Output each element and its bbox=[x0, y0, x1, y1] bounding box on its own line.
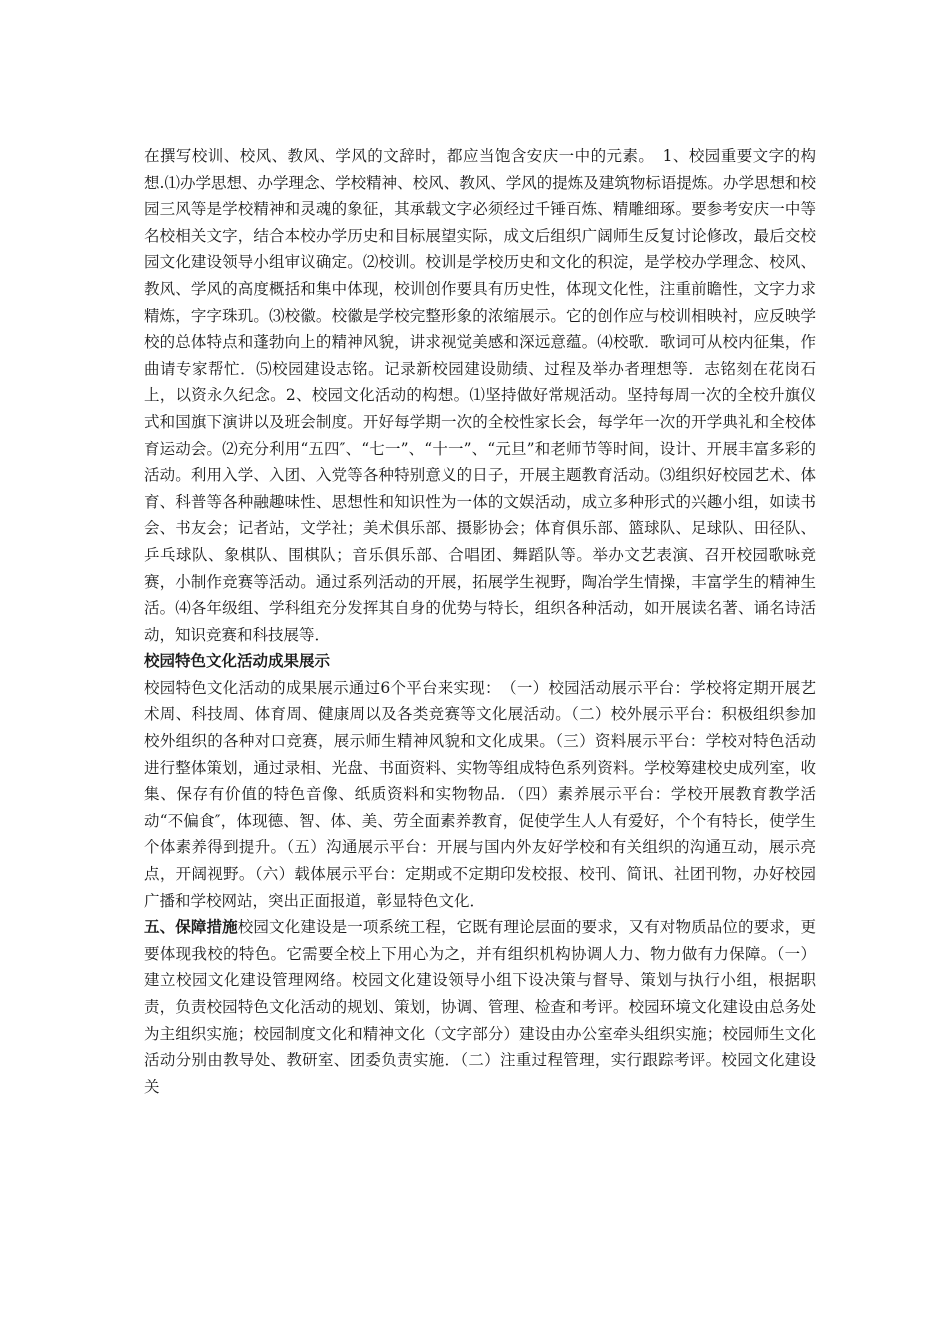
paragraph-safeguards bbox=[144, 914, 816, 1100]
paragraph-school-culture-texts: 在撰写校训、校风、教风、学风的文辞时，都应当饱含安庆一中的元素。 1、校园重要文字的构想.⑴办学思想、办学理念、学校精神、校风、教风、学风的提炼及建筑物标语提炼。办学思想和校园三风等是学校精神和灵魂的象征，其承载文字必须经过千锤百炼、精雕细琢。要参考安庆一中等名校相关文字，结合本校办学历史和目标展望实际，成文后组织广阔师生反复讨论修改，最后交校园文化建设领导小组审议确定。⑵校训。校训是学校历史和文化的积淀，是学校办学理念、校风、教风、学风的高度概括和集中体现，校训创作要具有历史性，体现文化性，注重前瞻性，文字力求精炼，字字珠玑。⑶校徽。校徽是学校完整形象的浓缩展示。它的创作应与校训相映衬，应反映学校的总体特点和蓬勃向上的精神风貌，讲求视觉美感和深远意蕴。⑷校歌．歌词可从校内征集，作曲请专家帮忙．⑸校园建设志铭。记录新校园建设勋绩、过程及举办者理想等．志铭刻在花岗石上，以资永久纪念。2、校园文化活动的构想。⑴坚持做好常规活动。坚持每周一次的全校升旗仪式和国旗下演讲以及班会制度。开好每学期一次的全校性家长会，每学年一次的开学典礼和全校体育运动会。⑵充分利用“五四″、“七一”、“十一”、“元旦”和老师节等时间，设计、开展丰富多彩的活动。利用入学、入团、入党等各种特别意义的日子，开展主题教育活动。⑶组织好校园艺术、体育、科普等各种融趣味性、思想性和知识性为一体的文娱活动，成立多种形式的兴趣小组，如读书会、书友会；记者站，文学社；美术俱乐部、摄影协会；体育俱乐部、篮球队、足球队、田径队、乒乓球队、象棋队、围棋队；音乐俱乐部、合唱团、舞蹈队等。举办文艺表演、召开校园歌咏竞赛，小制作竞赛等活动。通过系列活动的开展，拓展学生视野，陶冶学生情操，丰富学生的精神生活。⑷各年级组、学科组充分发挥其自身的优势与特长，组织各种活动，如开展读名著、诵名诗活动，知识竞赛和科技展等． bbox=[144, 147, 816, 644]
safeguards-text: 校园文化建设是一项系统工程，它既有理论层面的要求，又有对物质品位的要求，更要体现我校的特色。它需要全校上下用心为之，并有组织机构协调人力、物力做有力保障。（一）建立校园文化建设管理网络。校园文化建设领导小组下设决策与督导、策划与执行小组，根据职责，负责校园特色文化活动的规划、策划，协调、管理、检查和考评。校园环境文化建设由总务处为主组织实施；校园制度文化和精神文化（文字部分）建设由办公室牵头组织实施；校园师生文化活动分别由教导处、教研室、团委负责实施．（二）注重过程管理，实行跟踪考评。校园文化建设关 bbox=[144, 918, 816, 1096]
paragraph-achievement-platforms: 校园特色文化活动的成果展示通过6个平台来实现： （一）校园活动展示平台：学校将定期开展艺术周、科技周、体育周、健康周以及各类竞赛等文化展活动。（二）校外展示平台：积极组织参加校外组织的各种对口竞赛，展示师生精神风貌和文化成果。（三）资料展示平台：学校对特色活动进行整体策划，通过录相、光盘、书面资料、实物等组成特色系列资料。学校筹建校史成列室，收集、保存有价值的特色音像、纸质资料和实物物品．（四）素养展示平台：学校开展教育教学活动“不偏食″，体现德、智、体、美、劳全面素养教育，促使学生人人有爱好，个个有特长，使学生个体素养得到提升。（五）沟通展示平台：开展与国内外友好学校和有关组织的沟通互动，展示亮点，开阔视野。（六）载体展示平台：定期或不定期印发校报、校刊、简讯、社团刊物，办好校园广播和学校网站，突出正面报道，彰显特色文化． bbox=[144, 678, 816, 910]
section-heading-achievements: 校园特色文化活动成果展示 bbox=[144, 652, 331, 671]
section-heading-safeguards: 五、保障措施 bbox=[144, 918, 238, 937]
document-body bbox=[144, 143, 816, 1100]
